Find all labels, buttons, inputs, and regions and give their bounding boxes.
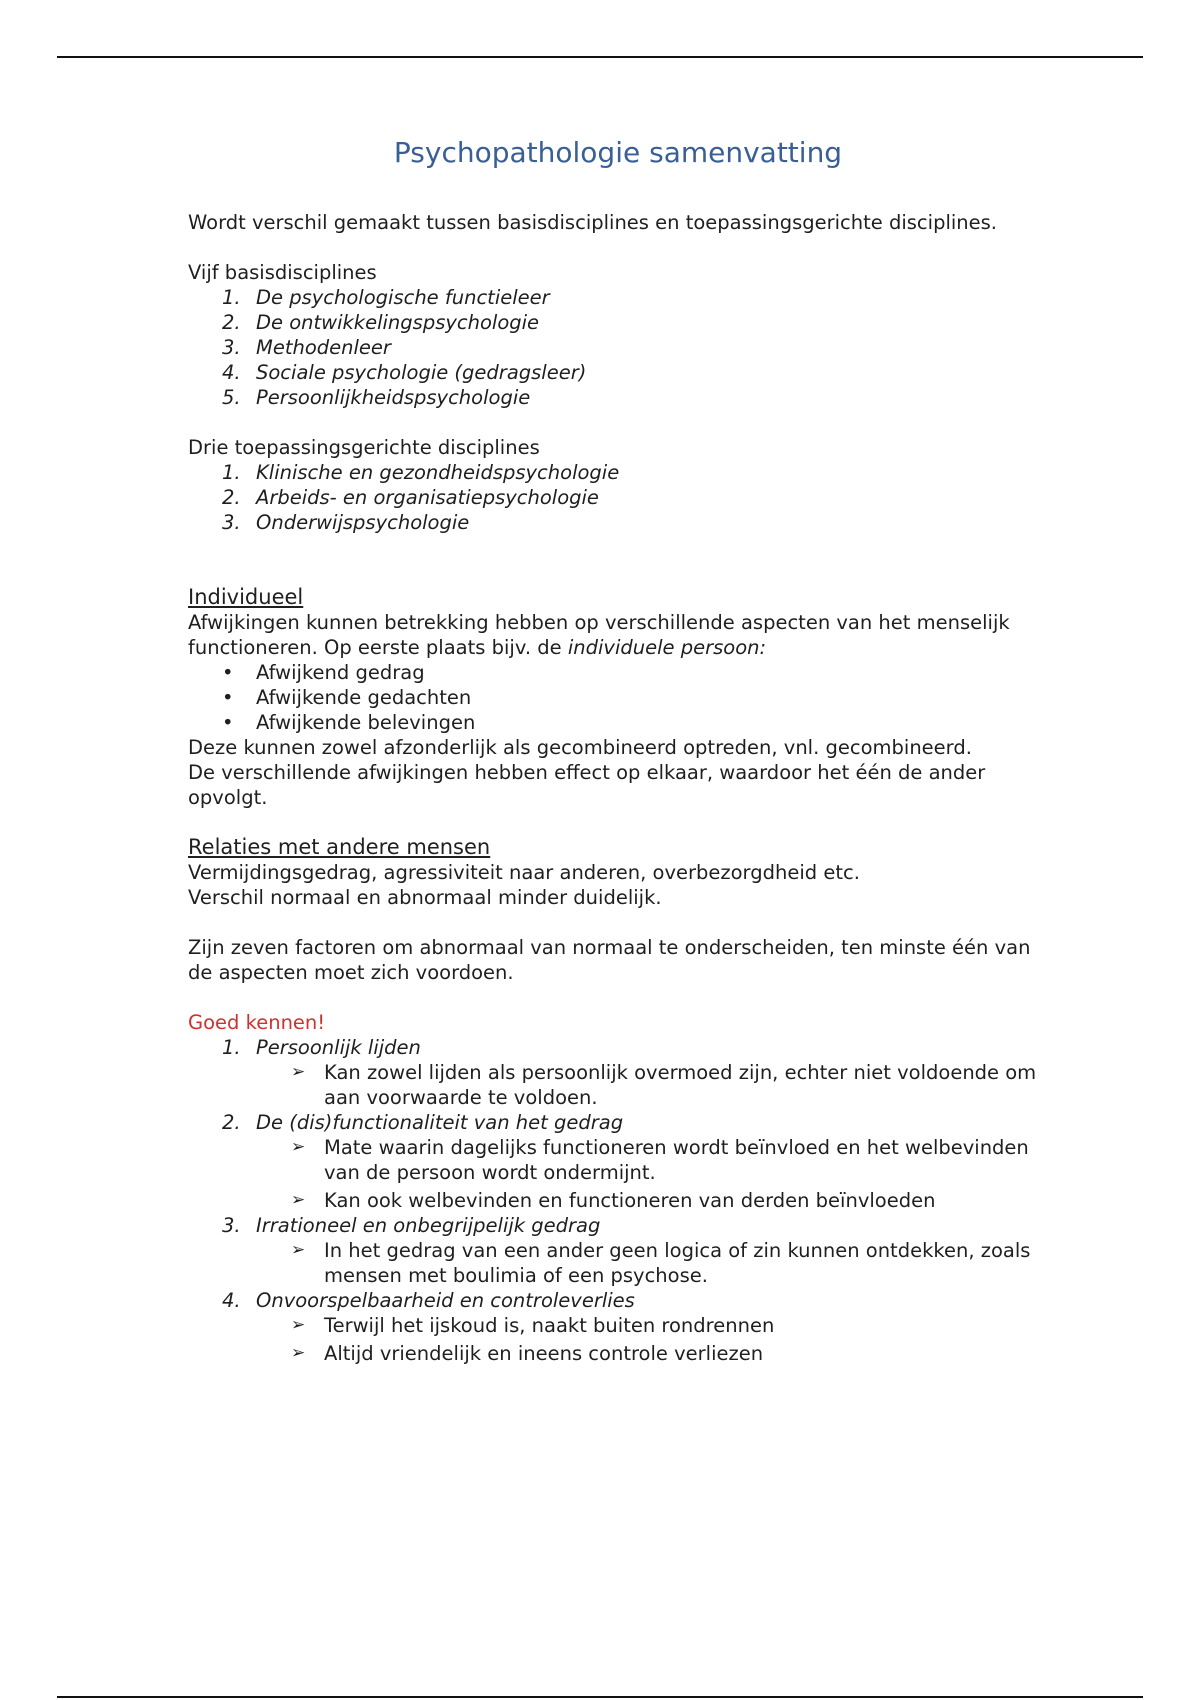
page-title: Psychopathologie samenvatting bbox=[393, 136, 843, 169]
arrow-bullet-icon: ➢ bbox=[291, 1315, 306, 1335]
goed-kennen-heading: Goed kennen! bbox=[188, 1011, 326, 1034]
list-item: 2. Arbeids- en organisatiepsychologie bbox=[222, 486, 599, 509]
intro-paragraph: Wordt verschil gemaakt tussen basisdisciplines en toepassingsgerichte disciplines. bbox=[188, 211, 998, 234]
individueel-heading: Individueel bbox=[188, 585, 304, 609]
arrow-bullet-icon: ➢ bbox=[291, 1062, 306, 1082]
individueel-paragraph: Afwijkingen kunnen betrekking hebben op verschillende aspecten van het menselijk functioneren. Op eerste plaats bijv. de individuele persoon: bbox=[188, 611, 1010, 659]
list-item: 1. Persoonlijk lijden ➢ Kan zowel lijden als persoonlijk overmoed zijn, echter niet voldoende om aan voorwaarde te voldoen. bbox=[188, 1035, 1048, 1110]
sub-item: ➢ Kan ook welbevinden en functioneren van derden beïnvloeden bbox=[291, 1189, 936, 1212]
list-item: • Afwijkende gedachten bbox=[222, 686, 472, 709]
list-item: 4. Sociale psychologie (gedragsleer) bbox=[222, 361, 587, 384]
toepassing-heading: Drie toepassingsgerichte disciplines bbox=[188, 436, 540, 459]
individueel-bullets bbox=[188, 660, 1048, 735]
arrow-bullet-icon: ➢ bbox=[291, 1190, 306, 1210]
list-item: 3. Methodenleer bbox=[222, 336, 391, 359]
list-item: • Afwijkend gedrag bbox=[222, 661, 425, 684]
list-item: 5. Persoonlijkheidspsychologie bbox=[222, 386, 531, 409]
sub-item: ➢ Terwijl het ijskoud is, naakt buiten rondrennen bbox=[291, 1314, 775, 1337]
list-item: 4. Onvoorspelbaarheid en controleverlies ➢ Terwijl het ijskoud is, naakt buiten rondrennen ➢ Altijd vriendelijk en ineens controle verliezen bbox=[188, 1288, 1048, 1366]
individueel-para3: De verschillende afwijkingen hebben effect op elkaar, waardoor het één de ander opvolgt. bbox=[188, 761, 986, 809]
basis-list bbox=[188, 285, 1048, 410]
toepassing-list bbox=[188, 460, 1048, 535]
list-item: 2. De (dis)functionaliteit van het gedrag ➢ Mate waarin dagelijks functioneren wordt beïnvloed en het welbevinden van de persoon wordt ondermijnt. ➢ Kan ook welbevinden en functioneren van derden beïnvloeden bbox=[188, 1110, 1048, 1213]
list-item: 3. Irrationeel en onbegrijpelijk gedrag ➢ In het gedrag van een ander geen logica of zin kunnen ontdekken, zoals mensen met boulimia of een psychose. bbox=[188, 1213, 1048, 1288]
factoren-paragraph: Zijn zeven factoren om abnormaal van normaal te onderscheiden, ten minste één van de aspecten moet zich voordoen. bbox=[188, 936, 1031, 984]
document-body bbox=[188, 210, 1048, 1366]
arrow-bullet-icon: ➢ bbox=[291, 1137, 306, 1157]
arrow-bullet-icon: ➢ bbox=[291, 1240, 306, 1260]
list-item: 3. Onderwijspsychologie bbox=[222, 511, 470, 534]
list-item: 1. De psychologische functieleer bbox=[222, 286, 550, 309]
list-item: • Afwijkende belevingen bbox=[222, 711, 476, 734]
factor-list bbox=[188, 1035, 1048, 1366]
relaties-line1: Vermijdingsgedrag, agressiviteit naar anderen, overbezorgdheid etc. bbox=[188, 861, 860, 884]
relaties-heading: Relaties met andere mensen bbox=[188, 835, 491, 859]
sub-item: ➢ Mate waarin dagelijks functioneren wordt beïnvloed en het welbevinden van de persoon wordt ondermijnt. bbox=[291, 1136, 1029, 1184]
sub-item: ➢ In het gedrag van een ander geen logica of zin kunnen ontdekken, zoals mensen met boulimia of een psychose. bbox=[291, 1239, 1031, 1287]
top-rule bbox=[57, 56, 1143, 58]
basis-heading: Vijf basisdisciplines bbox=[188, 261, 377, 284]
list-item: 2. De ontwikkelingspsychologie bbox=[222, 311, 540, 334]
relaties-line2: Verschil normaal en abnormaal minder duidelijk. bbox=[188, 886, 662, 909]
bottom-rule bbox=[57, 1696, 1143, 1698]
list-item: 1. Klinische en gezondheidspsychologie bbox=[222, 461, 620, 484]
goed-kennen-section bbox=[188, 1010, 1048, 1366]
arrow-bullet-icon: ➢ bbox=[291, 1343, 306, 1363]
sub-item: ➢ Kan zowel lijden als persoonlijk overmoed zijn, echter niet voldoende om aan voorwaarde te voldoen. bbox=[291, 1061, 1037, 1109]
individueel-para2: Deze kunnen zowel afzonderlijk als gecombineerd optreden, vnl. gecombineerd. bbox=[188, 736, 972, 759]
sub-item: ➢ Altijd vriendelijk en ineens controle verliezen bbox=[291, 1342, 764, 1365]
